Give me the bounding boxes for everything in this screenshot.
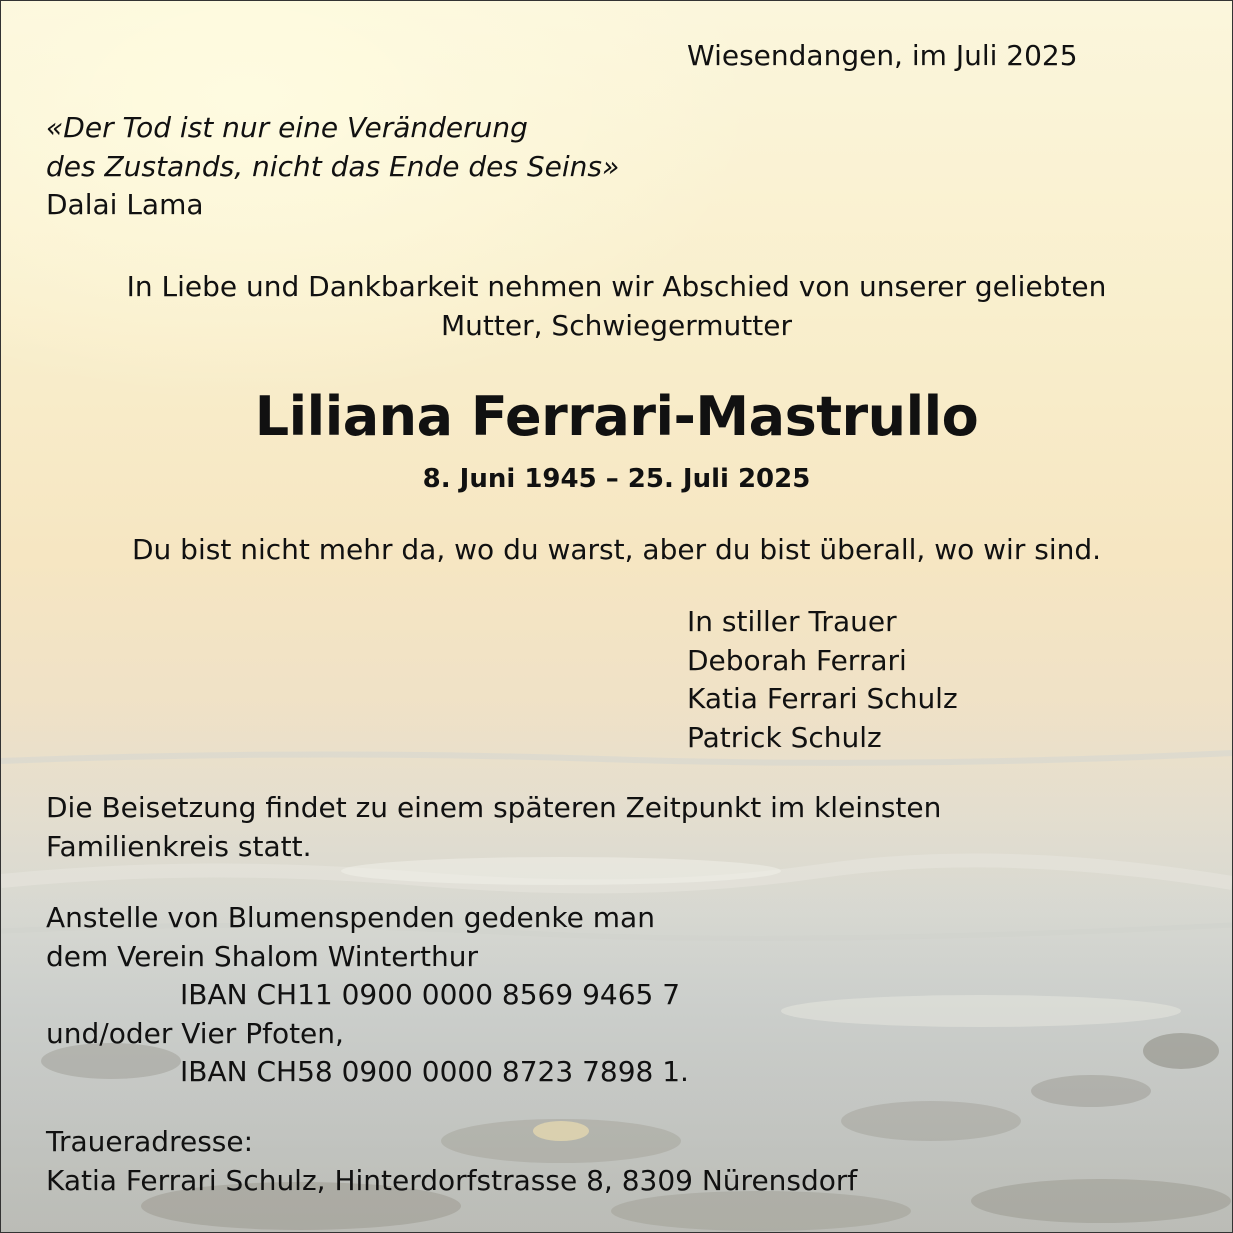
address-label: Traueradresse:	[46, 1125, 254, 1158]
iban-shalom: IBAN CH11 0900 0000 8569 9465 7	[180, 978, 681, 1011]
iban-vier-pfoten: IBAN CH58 0900 0000 8723 7898 1.	[180, 1055, 689, 1088]
burial-line: Die Beisetzung findet zu einem späteren Zeitpunkt im kleinsten	[46, 791, 942, 824]
place-date: Wiesendangen, im Juli 2025	[687, 39, 1078, 72]
mourning-address	[46, 1123, 857, 1200]
burial-notice	[46, 789, 941, 866]
donation-line: dem Verein Shalom Winterthur	[46, 939, 478, 973]
mourner-name: Katia Ferrari Schulz	[687, 682, 958, 715]
motto: Du bist nicht mehr da, wo du warst, aber du bist überall, wo wir sind.	[131, 533, 1102, 566]
intro-text	[1, 267, 1232, 345]
donation-line: und/oder Vier Pfoten,	[46, 1016, 344, 1050]
quote-author: Dalai Lama	[46, 188, 204, 221]
mourner-name: Patrick Schulz	[687, 720, 882, 754]
donation-line: Anstelle von Blumenspenden gedenke man	[46, 901, 655, 934]
quote-line: des Zustands, nicht das Ende des Seins»	[46, 149, 620, 183]
intro-line: In Liebe und Dankbarkeit nehmen wir Abschied von unserer geliebten	[126, 270, 1107, 303]
donation-notice	[46, 899, 689, 1092]
intro-line: Mutter, Schwiegermutter	[441, 309, 792, 342]
quote-line: «Der Tod ist nur eine Veränderung	[46, 111, 528, 144]
quote-block	[46, 109, 619, 225]
deceased-name: Liliana Ferrari-Mastrullo	[254, 385, 979, 448]
mourners-block	[687, 603, 958, 757]
burial-line: Familienkreis statt.	[46, 829, 312, 863]
mourner-name: Deborah Ferrari	[687, 643, 907, 677]
life-dates: 8. Juni 1945 – 25. Juli 2025	[422, 464, 811, 494]
address-value: Katia Ferrari Schulz, Hinterdorfstrasse 8, 8309 Nürensdorf	[46, 1163, 858, 1197]
mourners-heading: In stiller Trauer	[687, 605, 897, 638]
